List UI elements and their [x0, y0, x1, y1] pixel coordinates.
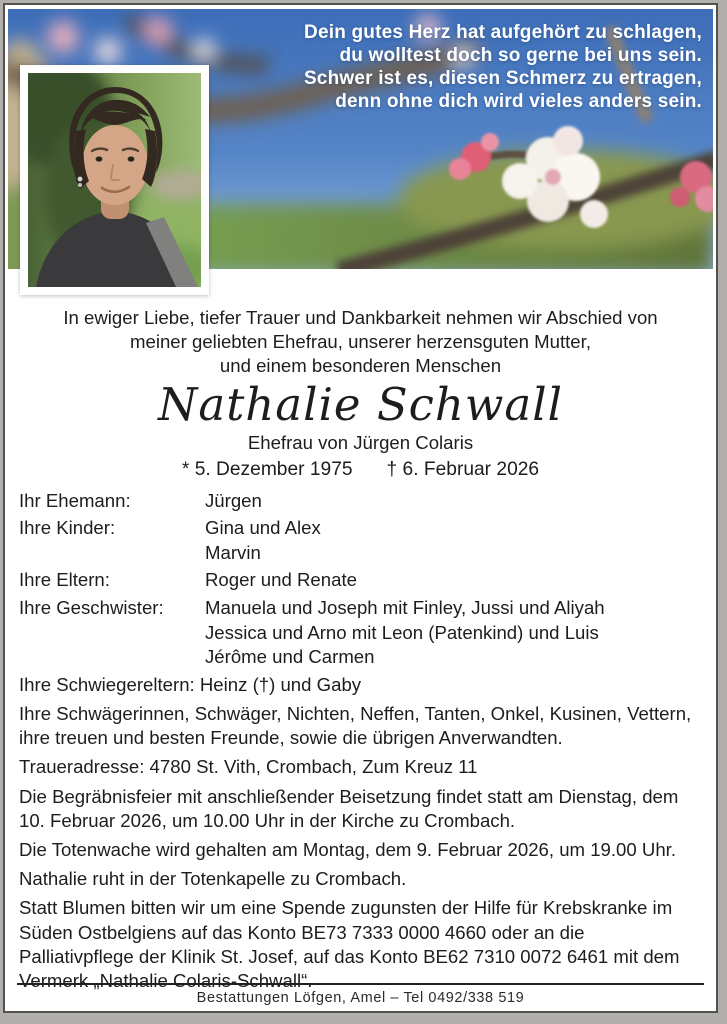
intro-line: und einem besonderen Menschen [219, 355, 502, 377]
header [5, 9, 716, 273]
family-row-inlaws [19, 673, 702, 697]
deceased-name: Nathalie Schwall [158, 377, 563, 431]
family-value: Roger und Renate [205, 569, 357, 591]
family-value: Jürgen [205, 489, 262, 511]
funeral-info: Die Begräbnisfeier mit anschließender Beisetzung findet statt am Dienstag, dem 10. Februar 2026, um 10.00 Uhr in der Kirche zu Crombach. [19, 785, 679, 831]
relatives-paragraph: Ihre Schwägerinnen, Schwäger, Nichten, Neffen, Tanten, Onkel, Kusinen, Vettern, ihre treuen und besten Freunde, sowie die übrigen Anverwandten. [19, 702, 692, 749]
intro-line: meiner geliebten Ehefrau, unserer herzensguten Mutter, [130, 331, 591, 353]
family-value: Heinz (†) und Gaby [199, 673, 362, 695]
poem-line: Schwer ist es, diesen Schmerz zu ertragen, [303, 68, 702, 89]
family-label: Ihre Eltern: [19, 569, 110, 591]
spouse-line: Ehefrau von Jürgen Colaris [247, 431, 474, 453]
family-value: Gina und Alex [205, 517, 321, 539]
birth-date: * 5. Dezember 1975 [181, 458, 353, 480]
resting-info: Nathalie ruht in der Totenkapelle zu Crombach. [19, 868, 407, 890]
family-label: Ihre Geschwister: [19, 596, 164, 618]
family-value: Manuela und Joseph mit Finley, Jussi und Aliyah [205, 596, 605, 618]
funeral-home-footer: Bestattungen Löfgen, Amel – Tel 0492/338 519 [196, 990, 525, 1006]
family-row [19, 596, 702, 670]
family-value: Jérôme und Carmen [205, 646, 375, 668]
portrait-photo [20, 65, 209, 295]
poem-line: Dein gutes Herz hat aufgehört zu schlagen, [304, 22, 702, 43]
poem-line: du wolltest doch so gerne bei uns sein. [339, 45, 702, 66]
intro-line: In ewiger Liebe, tiefer Trauer und Dankbarkeit nehmen wir Abschied von [63, 307, 658, 328]
family-value: Marvin [205, 541, 261, 563]
content [19, 306, 702, 993]
life-dates [19, 457, 702, 482]
memorial-card [3, 3, 718, 1013]
footer-divider [17, 983, 704, 985]
mourning-poem [272, 21, 702, 113]
family-row [19, 516, 702, 565]
family-label: Ihre Schwiegereltern: [19, 673, 195, 695]
intro-text [19, 306, 702, 379]
poem-line: denn ohne dich wird vieles anders sein. [335, 91, 702, 112]
wake-info: Die Totenwache wird gehalten am Montag, dem 9. Februar 2026, um 19.00 Uhr. [19, 838, 677, 860]
donation-info: Statt Blumen bitten wir um eine Spende zugunsten der Hilfe für Krebskranke im Süden Ostbelgiens auf das Konto BE73 7333 0000 4660 oder an die Palliativpflege der Klinik St. Josef, auf das Konto BE62 7310 0072 6461 mit dem Vermerk „Nathalie Colaris-Schwall“. [19, 897, 680, 991]
family-row [19, 568, 702, 593]
family-label: Ihre Kinder: [19, 517, 116, 539]
family-value: Jessica und Arno mit Leon (Patenkind) und Luis [205, 621, 599, 643]
family-list [19, 489, 702, 697]
mourning-address: Traueradresse: 4780 St. Vith, Crombach, Zum Kreuz 11 [19, 756, 478, 778]
family-label: Ihr Ehemann: [19, 489, 131, 511]
family-row [19, 489, 702, 514]
death-date: † 6. Februar 2026 [386, 458, 540, 480]
